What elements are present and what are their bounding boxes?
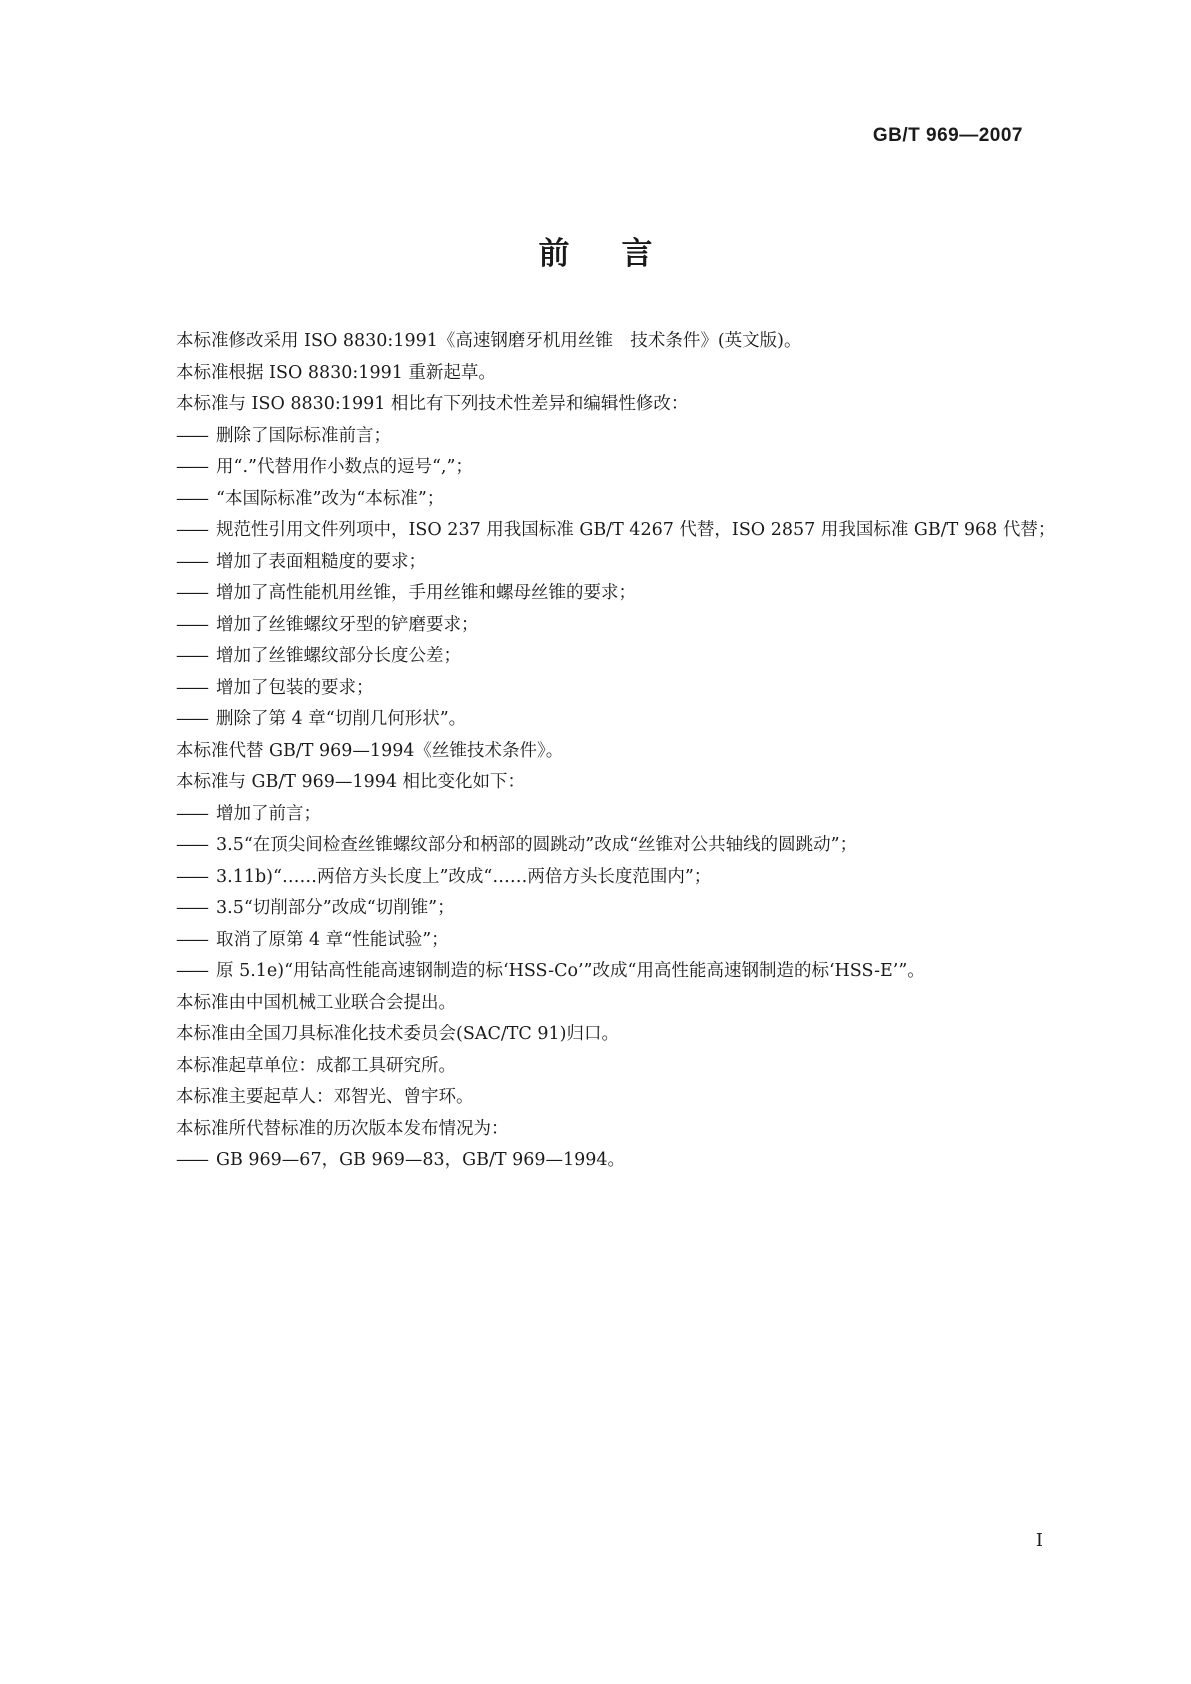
list-dash: —— <box>176 835 207 855</box>
page-title: 前言 <box>538 236 705 272</box>
list-item <box>176 830 1056 862</box>
list-item <box>176 515 1056 547</box>
paragraph: 本标准与 GB/T 969—1994 相比变化如下： <box>176 772 526 792</box>
list-item-text: GB 969—67，GB 969—83，GB/T 969—1994。 <box>216 1150 626 1170</box>
list-dash: —— <box>176 520 207 540</box>
list-item-text: 增加了包装的要求； <box>216 677 374 698</box>
list-item-text: 3.11b)“……两倍方头长度上”改成“……两倍方头长度范围内”； <box>216 866 712 887</box>
list-item-text: 删除了第 4 章“切削几何形状”。 <box>216 709 467 729</box>
list-dash: —— <box>176 709 207 729</box>
list-dash: —— <box>176 457 207 477</box>
list-item <box>176 704 1056 736</box>
list-item-text: 用“.”代替用作小数点的逗号“,”； <box>216 457 473 477</box>
list-item <box>176 484 1056 516</box>
list-dash: —— <box>176 425 207 446</box>
list-dash: —— <box>176 898 207 918</box>
list-item <box>176 1145 1056 1177</box>
paragraph: 本标准所代替标准的历次版本发布情况为： <box>176 1118 509 1139</box>
list-dash: —— <box>176 488 207 509</box>
list-dash: —— <box>176 583 207 603</box>
paragraph: 本标准由全国刀具标准化技术委员会(SAC/TC 91)归口。 <box>176 1024 619 1044</box>
page-number: I <box>1035 1530 1043 1551</box>
list-item <box>176 641 1056 673</box>
paragraph: 本标准根据 ISO 8830:1991 重新起草。 <box>176 362 496 383</box>
list-dash: —— <box>176 1150 207 1170</box>
list-dash: —— <box>176 929 207 950</box>
list-dash: —— <box>176 866 207 887</box>
paragraph: 本标准主要起草人：邓智光、曾宇环。 <box>176 1087 474 1107</box>
list-item <box>176 547 1056 579</box>
list-item-text: “本国际标准”改为“本标准”； <box>216 488 445 509</box>
list-item <box>176 956 1056 988</box>
list-item <box>176 925 1056 957</box>
list-item-text: 增加了丝锥螺纹牙型的铲磨要求； <box>216 614 479 635</box>
list-item <box>176 610 1056 642</box>
standard-code: GB/T 969—2007 <box>872 125 1023 146</box>
list-item <box>176 452 1056 484</box>
list-item-text: 取消了原第 4 章“性能试验”； <box>216 929 449 950</box>
list-item-text: 3.5“切削部分”改成“切削锥”； <box>216 898 455 918</box>
list-dash: —— <box>176 646 207 666</box>
list-dash: —— <box>176 961 207 981</box>
list-item <box>176 893 1056 925</box>
list-item-text: 增加了丝锥螺纹部分长度公差； <box>216 646 461 666</box>
list-item <box>176 421 1056 453</box>
list-dash: —— <box>176 803 207 824</box>
list-item <box>176 799 1056 831</box>
list-item <box>176 862 1056 894</box>
list-item-text: 原 5.1e)“用钴高性能高速钢制造的标‘HSS-Co’”改成“用高性能高速钢制造的标‘HSS-E’”。 <box>216 961 925 981</box>
list-dash: —— <box>176 677 207 698</box>
paragraph: 本标准由中国机械工业联合会提出。 <box>176 992 456 1013</box>
list-item-text: 增加了高性能机用丝锥，手用丝锥和螺母丝锥的要求； <box>216 583 636 603</box>
list-item <box>176 673 1056 705</box>
list-item <box>176 578 1056 610</box>
foreword-body <box>176 326 1056 1177</box>
list-item-text: 删除了国际标准前言； <box>216 425 391 446</box>
list-item-text: 3.5“在顶尖间检查丝锥螺纹部分和柄部的圆跳动”改成“丝锥对公共轴线的圆跳动”； <box>216 835 858 855</box>
paragraph: 本标准代替 GB/T 969—1994《丝锥技术条件》。 <box>176 740 564 761</box>
list-item-text: 增加了前言； <box>216 803 321 824</box>
paragraph: 本标准与 ISO 8830:1991 相比有下列技术性差异和编辑性修改： <box>176 394 689 414</box>
list-item-text: 规范性引用文件列项中，ISO 237 用我国标准 GB/T 4267 代替，ISO 2857 用我国标准 GB/T 968 代替； <box>216 520 1056 540</box>
paragraph: 本标准起草单位：成都工具研究所。 <box>176 1055 456 1076</box>
list-item-text: 增加了表面粗糙度的要求； <box>216 551 426 572</box>
list-dash: —— <box>176 614 207 635</box>
paragraph: 本标准修改采用 ISO 8830:1991《高速钢磨牙机用丝锥 技术条件》(英文版)。 <box>176 331 802 351</box>
list-dash: —— <box>176 551 207 572</box>
